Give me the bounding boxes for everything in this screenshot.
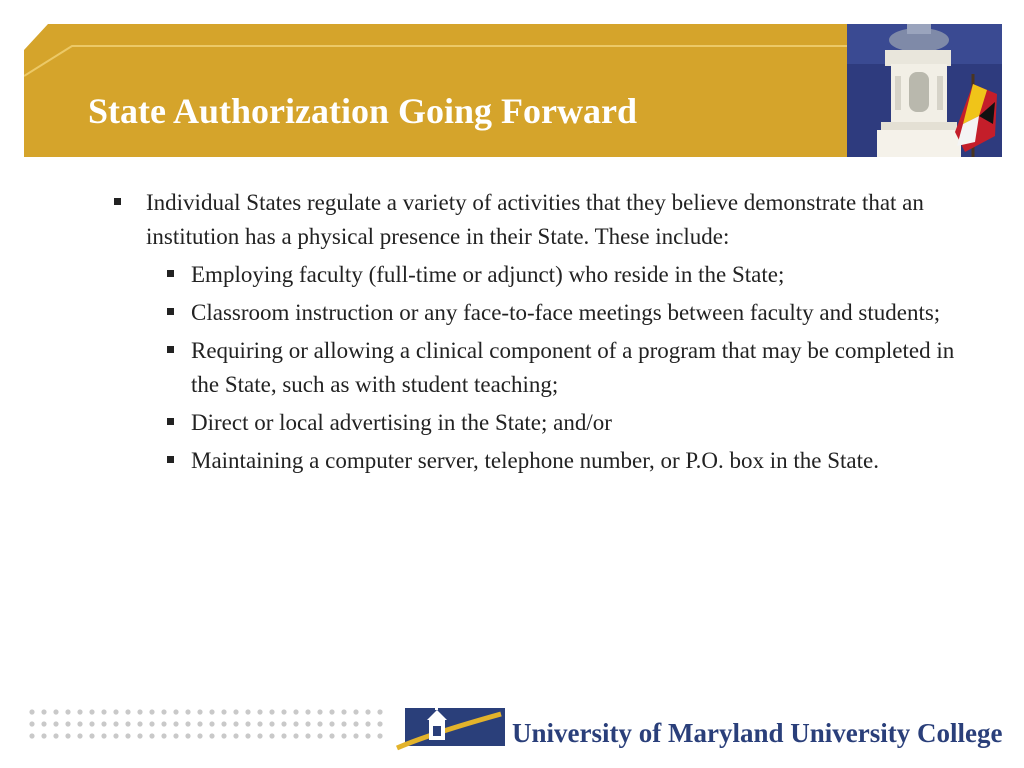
square-bullet-icon bbox=[167, 270, 174, 277]
footer-dot bbox=[305, 733, 310, 738]
footer-dot bbox=[137, 709, 142, 714]
footer-dot bbox=[257, 733, 262, 738]
footer-dot bbox=[137, 733, 142, 738]
footer-dot bbox=[101, 709, 106, 714]
footer-dot bbox=[209, 721, 214, 726]
footer-dot bbox=[317, 721, 322, 726]
footer-dot bbox=[293, 709, 298, 714]
footer-dot bbox=[209, 709, 214, 714]
footer-dot bbox=[377, 709, 382, 714]
footer-dot bbox=[353, 733, 358, 738]
footer-dot bbox=[77, 733, 82, 738]
footer-dot bbox=[53, 709, 58, 714]
footer-dot bbox=[125, 721, 130, 726]
footer-dot bbox=[161, 709, 166, 714]
footer-dot bbox=[221, 733, 226, 738]
footer-dot bbox=[377, 721, 382, 726]
footer-dot bbox=[305, 709, 310, 714]
slide-body bbox=[110, 186, 970, 482]
footer-dot bbox=[209, 733, 214, 738]
footer-dot bbox=[41, 721, 46, 726]
footer-dot bbox=[53, 733, 58, 738]
footer-dot bbox=[281, 721, 286, 726]
footer-dot bbox=[113, 721, 118, 726]
footer-dot bbox=[173, 733, 178, 738]
footer-dot bbox=[257, 709, 262, 714]
square-bullet-icon bbox=[114, 198, 121, 205]
footer-institution-name: University of Maryland University College bbox=[512, 718, 1003, 748]
footer-dot-pattern bbox=[28, 708, 388, 746]
sub-bullet-item bbox=[155, 258, 970, 292]
footer-dot bbox=[365, 733, 370, 738]
footer-dot bbox=[185, 709, 190, 714]
footer-dot bbox=[149, 721, 154, 726]
footer-dot bbox=[293, 721, 298, 726]
footer-dot bbox=[113, 709, 118, 714]
footer-dot bbox=[377, 733, 382, 738]
square-bullet-icon bbox=[167, 418, 174, 425]
footer-dot bbox=[89, 721, 94, 726]
footer-dot bbox=[101, 733, 106, 738]
footer-dot bbox=[77, 721, 82, 726]
footer-dot bbox=[53, 721, 58, 726]
footer-dot bbox=[41, 709, 46, 714]
bullet-item bbox=[110, 186, 970, 254]
footer-dot bbox=[221, 721, 226, 726]
footer-dot bbox=[197, 709, 202, 714]
sub-bullet-text: Maintaining a computer server, telephone number, or P.O. box in the State. bbox=[191, 448, 879, 473]
footer-dot bbox=[41, 733, 46, 738]
title-banner bbox=[24, 24, 1002, 157]
footer-dot bbox=[185, 733, 190, 738]
square-bullet-icon bbox=[167, 308, 174, 315]
slide-title: State Authorization Going Forward bbox=[88, 91, 637, 131]
footer-dot bbox=[173, 709, 178, 714]
footer-dot bbox=[293, 733, 298, 738]
footer-dot bbox=[329, 733, 334, 738]
footer-dot bbox=[197, 721, 202, 726]
footer-dot bbox=[161, 733, 166, 738]
bullet-text: Individual States regulate a variety of activities that they believe demonstrate that an institution has a physical presence in their State. These include: bbox=[146, 190, 924, 249]
footer-dot bbox=[317, 709, 322, 714]
sub-bullet-item bbox=[155, 296, 970, 330]
footer-dot bbox=[233, 733, 238, 738]
footer-dot bbox=[113, 733, 118, 738]
footer-dot bbox=[353, 721, 358, 726]
footer-dot bbox=[353, 709, 358, 714]
footer-dot bbox=[305, 721, 310, 726]
footer-dot bbox=[269, 733, 274, 738]
square-bullet-icon bbox=[167, 456, 174, 463]
footer-dot bbox=[101, 721, 106, 726]
footer-dot bbox=[341, 709, 346, 714]
footer-dot bbox=[149, 709, 154, 714]
footer-dot bbox=[29, 709, 34, 714]
footer-dot bbox=[281, 733, 286, 738]
footer-dot bbox=[161, 721, 166, 726]
footer-dot bbox=[245, 721, 250, 726]
footer-dot bbox=[365, 709, 370, 714]
sub-bullet-item bbox=[155, 406, 970, 440]
footer-dot bbox=[197, 733, 202, 738]
footer-dot bbox=[329, 709, 334, 714]
footer-dot bbox=[125, 733, 130, 738]
footer-dot bbox=[29, 721, 34, 726]
footer-dot bbox=[65, 721, 70, 726]
square-bullet-icon bbox=[167, 346, 174, 353]
sub-bullet-item bbox=[155, 334, 970, 402]
footer-dot bbox=[233, 709, 238, 714]
footer-dot bbox=[233, 721, 238, 726]
footer-dot bbox=[89, 733, 94, 738]
sub-bullet-text: Direct or local advertising in the State; and/or bbox=[191, 410, 612, 435]
footer-dot bbox=[245, 733, 250, 738]
footer-dot bbox=[329, 721, 334, 726]
footer-dot bbox=[245, 709, 250, 714]
footer-dot bbox=[29, 733, 34, 738]
umuc-logo-icon bbox=[395, 696, 507, 752]
footer-dot bbox=[149, 733, 154, 738]
footer-dot bbox=[221, 709, 226, 714]
footer-dot bbox=[341, 721, 346, 726]
footer-dot bbox=[89, 709, 94, 714]
sub-bullet-text: Employing faculty (full-time or adjunct) who reside in the State; bbox=[191, 262, 785, 287]
sub-bullet-item bbox=[155, 444, 970, 478]
footer-dot bbox=[317, 733, 322, 738]
footer-dot bbox=[173, 721, 178, 726]
cupola-photo bbox=[847, 24, 1002, 157]
footer-dot bbox=[281, 709, 286, 714]
footer-dot bbox=[65, 733, 70, 738]
footer-dot bbox=[185, 721, 190, 726]
sub-bullet-text: Requiring or allowing a clinical component of a program that may be completed in the State, such as with student teaching; bbox=[191, 338, 955, 397]
sub-bullet-text: Classroom instruction or any face-to-face meetings between faculty and students; bbox=[191, 300, 941, 325]
footer-dot bbox=[365, 721, 370, 726]
footer-dot bbox=[269, 721, 274, 726]
footer-dot bbox=[125, 709, 130, 714]
footer-dot bbox=[65, 709, 70, 714]
footer-dot bbox=[257, 721, 262, 726]
footer-dot bbox=[77, 709, 82, 714]
footer-dot bbox=[137, 721, 142, 726]
footer-dot bbox=[269, 709, 274, 714]
footer-dot bbox=[341, 733, 346, 738]
